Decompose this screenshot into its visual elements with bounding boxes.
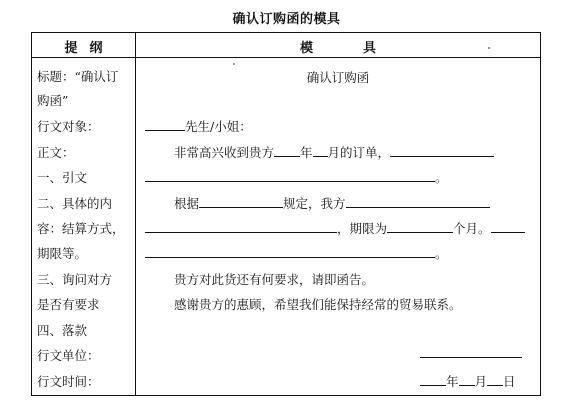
content-period: 。: [435, 246, 448, 261]
page-title: 确认订购函的模具: [232, 12, 341, 27]
regulation-blank: [199, 195, 283, 208]
date-month-label: 月: [474, 374, 488, 389]
deadline-tail-blank: [491, 220, 525, 233]
thanks-line: 感谢贵方的惠顾，希望我们能保持经常的贸易联系。: [174, 297, 462, 312]
intro-line: [174, 143, 494, 161]
intro-continuation-line: [145, 168, 448, 186]
date-day-blank: [487, 373, 503, 386]
intro-year-label: 年: [300, 145, 313, 160]
deadline-unit: 个月。: [453, 221, 491, 236]
outline-inquiry-line2: 是否有要求: [37, 297, 100, 312]
outline-inquiry-line1: 三、询问对方: [37, 272, 113, 287]
salutation-line: [145, 117, 252, 135]
outline-time: 行文时间：: [37, 374, 100, 389]
outline-subject-line2: 购函”: [37, 93, 69, 108]
date-day-label: 日: [503, 374, 516, 389]
outline-audience: 行文对象：: [37, 119, 100, 134]
outline-content-line2: 容：结算方式，: [37, 221, 125, 236]
date-month-blank: [459, 373, 475, 386]
basis-prefix: 根据: [174, 196, 200, 211]
signature-line: [420, 345, 522, 361]
content-continuation-line: [145, 244, 448, 262]
our-side-blank: [346, 195, 490, 208]
column-divider: [135, 33, 136, 395]
basis-line: [174, 194, 490, 212]
outline-subject-line1: 标题：“确认订: [37, 69, 119, 84]
header-divider: [32, 57, 540, 58]
months-blank: [387, 220, 453, 233]
settlement-blank: [145, 220, 337, 233]
outline-closing: 四、落款: [37, 323, 88, 338]
scan-speck: [488, 47, 490, 49]
salutation-suffix: 先生/小姐：: [185, 119, 252, 134]
outline-unit: 行文单位：: [37, 348, 100, 363]
year-blank: [274, 144, 300, 157]
outline-intro: 一、引文: [37, 170, 88, 185]
template-header: 模具: [299, 41, 426, 56]
recipient-blank: [145, 118, 185, 131]
deadline-line: [145, 219, 525, 237]
scan-speck: [233, 63, 235, 65]
outline-header: 提纲: [64, 41, 115, 56]
intro-continuation-blank: [145, 169, 435, 182]
intro-month-label: 月的订单，: [327, 145, 391, 160]
month-blank: [313, 144, 328, 157]
content-continuation-blank: [145, 245, 435, 258]
intro-prefix: 非常高兴收到贵方: [174, 145, 275, 160]
template-table: [31, 32, 541, 396]
order-blank: [390, 144, 494, 157]
date-year-label: 年: [446, 374, 459, 389]
outline-content-line3: 期限等。: [37, 246, 88, 261]
outline-body: 正文：: [37, 145, 75, 160]
sender-unit-blank: [420, 345, 522, 358]
letter-title: 确认订购函: [306, 70, 370, 85]
outline-content-line1: 二、具体的内: [37, 196, 113, 211]
deadline-prefix: ，期限为: [337, 221, 388, 236]
intro-period: 。: [435, 170, 448, 185]
date-line: [420, 372, 516, 390]
request-line: 贵方对此货还有何要求，请即函告。: [174, 272, 375, 287]
date-year-blank: [420, 373, 446, 386]
basis-middle: 规定，我方: [283, 196, 346, 211]
